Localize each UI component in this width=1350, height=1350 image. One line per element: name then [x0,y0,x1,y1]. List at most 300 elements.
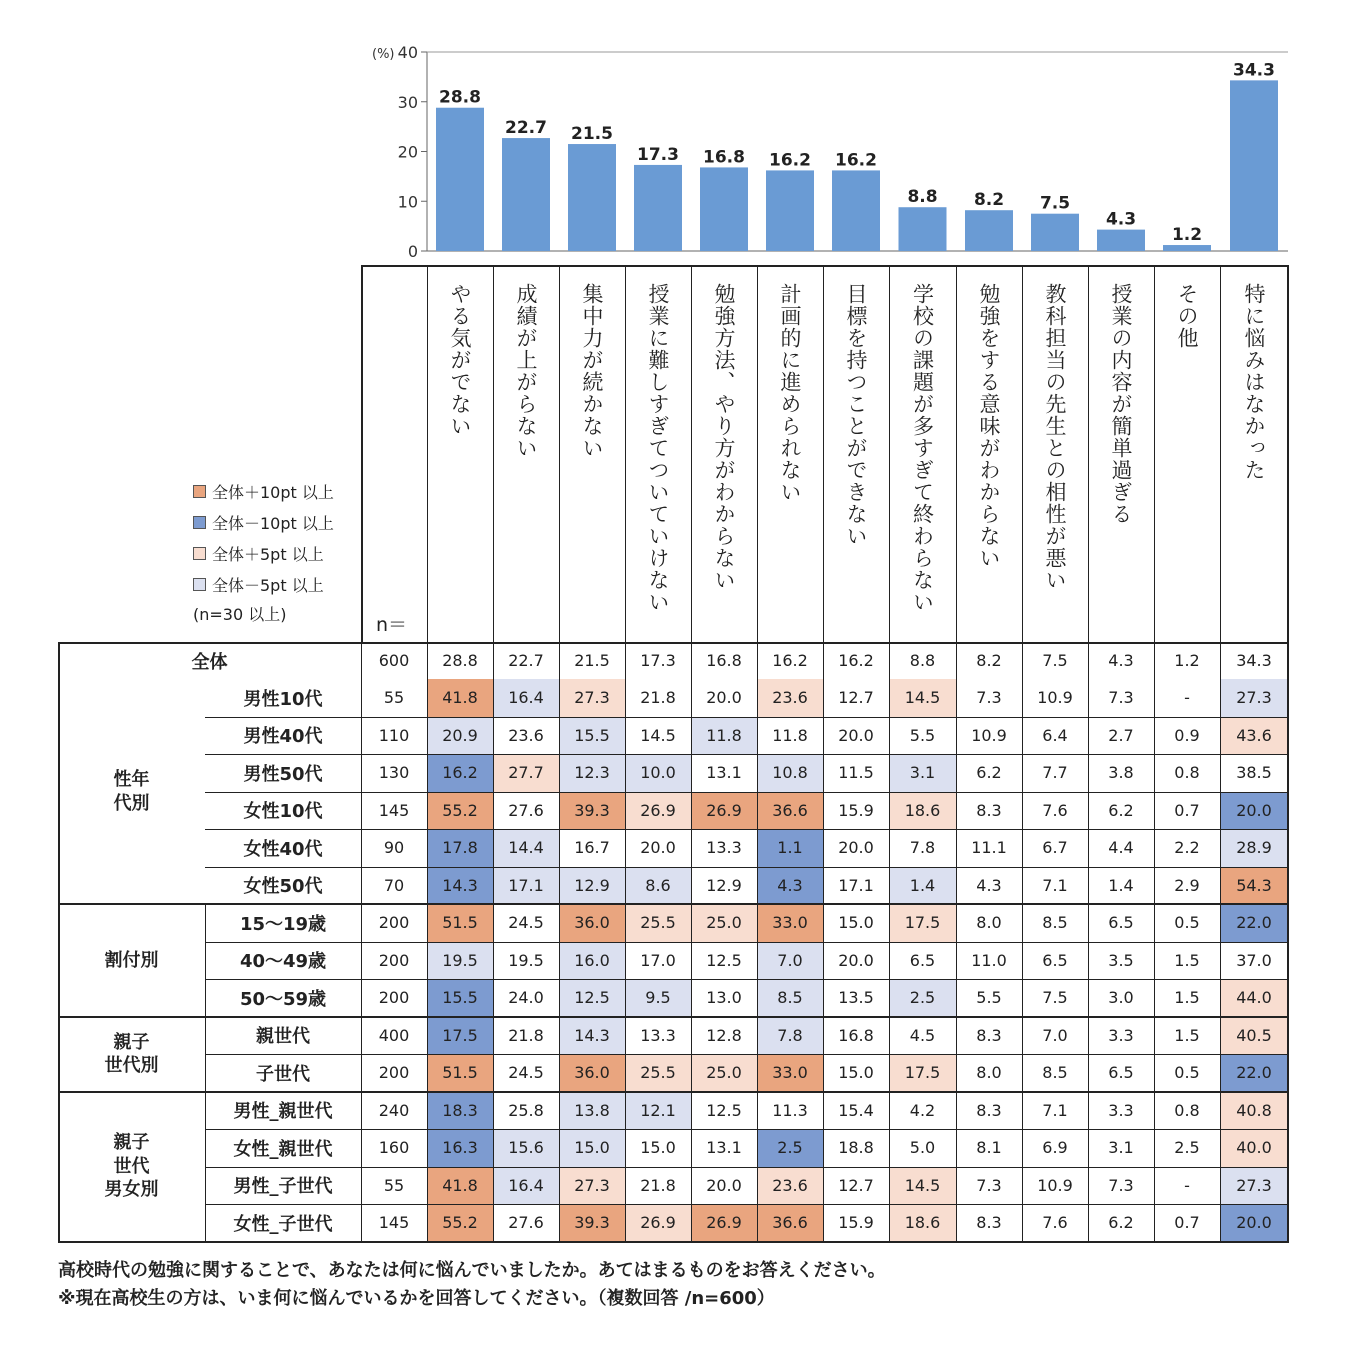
value-cell: 34.3 [1236,651,1272,670]
value-cell: 17.1 [838,875,874,895]
column-line [1288,642,1289,1242]
value-cell: 6.5 [1108,1063,1134,1083]
value-cell: 20.0 [838,725,874,745]
value-cell: 33.0 [757,1054,823,1092]
value-cell: 8.3 [976,1025,1002,1045]
header-column-line [493,265,494,642]
value-cell: 15.9 [838,1213,874,1233]
row-label: 男性_親世代 [233,1101,333,1123]
value-cell: 3.3 [1108,1100,1134,1120]
value-cell: 7.3 [1108,688,1134,708]
group-label: 性年 代別 [113,769,150,814]
value-cell: 12.1 [625,1092,691,1130]
group-separator [58,903,1289,905]
value-cell: 12.7 [838,688,874,708]
value-cell: 6.2 [1108,1213,1134,1233]
value-cell: 11.8 [772,725,808,745]
row-label: 女性40代 [243,838,323,860]
row-line [205,867,1288,868]
value-cell: 25.0 [691,904,757,942]
y-tick-label: 20 [397,142,418,162]
value-cell: 1.5 [1174,950,1200,970]
bar [700,167,748,251]
question-note: 高校時代の勉強に関することで、あなたは何に悩んでいましたか。あてはまるものをお答えください。 [58,1260,886,1281]
value-cell: 8.0 [976,913,1002,933]
n-cell: 240 [378,1100,410,1120]
value-cell: 12.3 [559,754,625,792]
bar [568,144,616,251]
value-cell: 39.3 [559,1204,625,1242]
row-label: 50〜59歳 [239,988,327,1010]
value-cell: 7.3 [976,688,1002,708]
value-cell: 28.8 [442,651,478,670]
value-cell: 8.3 [976,1213,1002,1233]
value-cell: 3.3 [1108,1025,1134,1045]
value-cell: 1.4 [1108,875,1134,895]
value-cell: 7.8 [757,1017,823,1055]
value-cell: 16.4 [493,1167,559,1205]
y-tick-label: 10 [397,192,418,212]
y-tick-label: 30 [397,92,418,112]
value-cell: 6.2 [976,763,1002,783]
bar [634,165,682,251]
n-cell: 200 [378,913,410,933]
value-cell: 14.3 [427,867,493,905]
header-column-line [1022,265,1023,642]
value-cell: 1.1 [757,829,823,867]
value-cell: 24.0 [508,988,544,1008]
legend-item [193,511,334,534]
value-cell: 15.0 [559,1129,625,1167]
legend-swatch [193,516,206,529]
value-cell: 8.5 [757,979,823,1017]
legend-item [193,573,324,596]
value-cell: 0.7 [1174,1213,1200,1233]
value-cell: 15.5 [559,717,625,755]
value-cell: 24.5 [508,1063,544,1083]
value-cell: 8.0 [976,1063,1002,1083]
value-cell: 5.5 [976,988,1002,1008]
value-cell: 7.5 [1042,651,1068,670]
header-column-line [427,265,428,642]
value-cell: 37.0 [1236,950,1272,970]
value-cell: 6.7 [1042,838,1068,858]
value-cell: 20.0 [706,1175,742,1195]
table-left-line [58,642,60,1242]
row-label: 女性10代 [243,801,323,823]
row-line [205,792,1288,793]
row-label: 15〜19歳 [239,913,327,935]
value-cell: 6.9 [1042,1138,1068,1158]
value-cell: 10.0 [625,754,691,792]
value-cell: 1.4 [889,867,956,905]
category-label: やる気がでない [448,283,472,437]
value-cell: 6.4 [1042,725,1068,745]
value-cell: 15.0 [640,1138,676,1158]
value-cell: 20.0 [706,688,742,708]
row-line [205,717,1288,718]
value-cell: 7.1 [1042,1100,1068,1120]
value-cell: 41.8 [427,1167,493,1205]
value-cell: 33.0 [757,904,823,942]
value-cell: 16.2 [772,651,808,670]
value-cell: 18.6 [889,792,956,830]
value-cell: 7.0 [757,942,823,980]
value-cell: 8.3 [976,1100,1002,1120]
value-cell: 11.1 [971,838,1007,858]
row-line [205,1204,1288,1205]
n-cell: 400 [378,1025,410,1045]
bar-value-label: 16.2 [769,150,811,171]
category-label: 集中力が続かない [580,283,604,459]
value-cell: 10.9 [1037,688,1073,708]
group-label: 親子 世代 男女別 [104,1132,159,1201]
bar-value-label: 17.3 [637,144,679,165]
value-cell: 23.6 [757,1167,823,1205]
value-cell: 51.5 [427,904,493,942]
value-cell: 7.5 [1042,988,1068,1008]
row-line [205,754,1288,755]
value-cell: 1.2 [1174,651,1200,670]
group-column-line [205,904,206,1242]
value-cell: 21.8 [508,1025,544,1045]
value-cell: 25.8 [508,1100,544,1120]
value-cell: 20.0 [1220,1204,1288,1242]
value-cell: 14.5 [640,725,676,745]
header-column-line [1220,265,1221,642]
n-cell: 200 [378,950,410,970]
header-column-line [823,265,824,642]
n-cell: 130 [378,763,410,783]
bar-value-label: 34.3 [1233,60,1275,81]
value-cell: 22.0 [1220,904,1288,942]
value-cell: 24.5 [508,913,544,933]
value-cell: 7.1 [1042,875,1068,895]
value-cell: 19.5 [427,942,493,980]
value-cell: 14.4 [493,829,559,867]
value-cell: 4.5 [909,1025,936,1045]
value-cell: 15.9 [838,800,874,820]
value-cell: 54.3 [1220,867,1288,905]
category-label: 勉強方法、やり方がわからない [712,283,736,591]
value-cell: 13.8 [559,1092,625,1130]
y-tick-label: 0 [407,242,418,261]
value-cell: 3.8 [1108,763,1134,783]
value-cell: 5.0 [909,1138,936,1158]
value-cell: 40.5 [1220,1017,1288,1055]
row-line [205,1167,1288,1168]
value-cell: - [1184,688,1190,708]
value-cell: 17.1 [493,867,559,905]
value-cell: 7.8 [909,838,936,858]
bar-value-label: 21.5 [571,124,613,145]
legend-label: 全体－5pt 以上 [212,576,324,595]
value-cell: 40.0 [1220,1129,1288,1167]
value-cell: 36.0 [559,904,625,942]
table-bottom-line [58,1241,1289,1243]
bar-value-label: 4.3 [1105,209,1137,230]
value-cell: 8.2 [976,651,1002,670]
value-cell: 13.1 [706,1138,742,1158]
bar-value-label: 7.5 [1039,193,1071,214]
category-label: その他 [1175,283,1199,349]
value-cell: 1.5 [1174,1025,1200,1045]
group-label: 割付別 [104,949,159,971]
category-label: 学校の課題が多すぎて終わらない [910,283,935,613]
value-cell: 0.5 [1174,1063,1200,1083]
value-cell: 8.8 [909,651,936,670]
value-cell: 10.9 [1037,1175,1073,1195]
value-cell: 7.6 [1042,1213,1068,1233]
value-cell: 11.0 [971,950,1007,970]
category-label: 目標を持つことができない [844,283,868,547]
value-cell: 27.6 [508,800,544,820]
value-cell: 11.5 [838,763,874,783]
bar-value-label: 22.7 [505,118,547,139]
value-cell: 15.4 [838,1100,874,1120]
n-cell: 110 [378,725,410,745]
bar [766,170,814,251]
value-cell: 20.0 [838,950,874,970]
value-cell: 15.0 [838,913,874,933]
n-cell: 160 [378,1138,410,1158]
value-cell: 4.3 [976,875,1002,895]
header-column-line [691,265,692,642]
value-cell: 7.7 [1042,763,1068,783]
value-cell: 6.5 [1108,913,1134,933]
value-cell: 23.6 [508,725,544,745]
value-cell: 12.5 [559,979,625,1017]
value-cell: 13.5 [838,988,874,1008]
value-cell: 27.3 [559,1167,625,1205]
row-label-total: 全体 [191,651,228,673]
value-cell: 12.5 [706,950,742,970]
value-cell: 7.0 [1042,1025,1068,1045]
value-cell: 7.6 [1042,800,1068,820]
value-cell: 19.5 [508,950,544,970]
row-label: 男性50代 [243,763,323,785]
value-cell: 25.5 [625,904,691,942]
value-cell: 13.0 [706,988,742,1008]
value-cell: 10.8 [757,754,823,792]
header-top-line [361,265,1289,267]
bar [1230,80,1278,251]
value-cell: 3.1 [1108,1138,1134,1158]
row-label: 男性40代 [243,726,323,748]
legend-item [193,542,324,565]
value-cell: 43.6 [1220,717,1288,755]
row-line [205,1054,1288,1055]
value-cell: 26.9 [625,792,691,830]
value-cell: 4.2 [909,1100,936,1120]
value-cell: 25.5 [625,1054,691,1092]
respondent-note: ※現在高校生の方は、いま何に悩んでいるかを回答してください。（複数回答 /n=600） [58,1288,775,1309]
value-cell: 15.0 [838,1063,874,1083]
legend-note: (n=30 以上) [193,605,287,624]
bar-value-label: 8.8 [907,187,938,208]
n-cell: 200 [378,1063,410,1083]
value-cell: 8.3 [976,800,1002,820]
legend-item [193,480,334,503]
value-cell: 15.6 [493,1129,559,1167]
value-cell: 12.9 [706,875,742,895]
table-top-line [58,642,1289,644]
value-cell: 17.5 [889,904,956,942]
value-cell: 41.8 [427,679,493,717]
value-cell: 6.5 [909,950,936,970]
header-column-line [889,265,890,642]
value-cell: 20.0 [838,838,874,858]
value-cell: 17.5 [427,1017,493,1055]
value-cell: 0.7 [1174,800,1200,820]
value-cell: 20.9 [427,717,493,755]
bar [1031,214,1079,251]
value-cell: 6.2 [1108,800,1134,820]
header-column-line [1154,265,1155,642]
bar-chart [0,0,1350,265]
n-cell: 55 [383,688,405,708]
category-label: 教科担当の先生との相性が悪い [1043,283,1067,591]
category-label: 計画的に進められない [778,283,802,503]
bar-value-label: 16.8 [703,147,745,168]
value-cell: 18.3 [427,1092,493,1130]
group-separator [58,1016,1289,1018]
value-cell: 2.9 [1174,875,1200,895]
value-cell: 26.9 [691,1204,757,1242]
value-cell: 0.8 [1174,763,1200,783]
value-cell: 27.3 [1220,679,1288,717]
group-label: 親子 世代別 [104,1031,159,1076]
bar [899,207,947,251]
row-line [205,979,1288,980]
row-label: 男性_子世代 [233,1176,333,1198]
bar [965,210,1013,251]
header-column-line [625,265,626,642]
legend-label: 全体＋5pt 以上 [212,545,324,564]
value-cell: 7.3 [1108,1175,1134,1195]
header-column-line [757,265,758,642]
value-cell: 8.5 [1042,1063,1068,1083]
value-cell: 36.6 [757,1204,823,1242]
value-cell: 3.1 [889,754,956,792]
bar [832,170,880,251]
value-cell: 27.3 [1220,1167,1288,1205]
value-cell: 6.5 [1042,950,1068,970]
value-cell: 3.5 [1108,950,1134,970]
value-cell: 13.3 [640,1025,676,1045]
value-cell: 12.7 [838,1175,874,1195]
value-cell: 5.5 [909,725,936,745]
row-label: 子世代 [256,1063,310,1085]
value-cell: 2.5 [889,979,956,1017]
y-tick-label: 40 [397,43,418,62]
value-cell: 26.9 [691,792,757,830]
value-cell: 14.3 [559,1017,625,1055]
value-cell: 12.5 [706,1100,742,1120]
value-cell: 36.0 [559,1054,625,1092]
value-cell: 23.6 [757,679,823,717]
n-cell: 90 [383,838,405,858]
value-cell: 16.2 [427,754,493,792]
value-cell: 2.2 [1174,838,1200,858]
value-cell: 16.8 [838,1025,874,1045]
legend-swatch [193,578,206,591]
value-cell: 16.8 [706,651,742,670]
value-cell: 13.1 [706,763,742,783]
value-cell: 4.3 [1108,651,1134,670]
legend-label: 全体＋10pt 以上 [212,483,334,502]
value-cell: 51.5 [427,1054,493,1092]
value-cell: 40.8 [1220,1092,1288,1130]
value-cell: 1.5 [1174,988,1200,1008]
header-column-line [1088,265,1089,642]
n-cell: 145 [378,800,410,820]
bar [1163,245,1211,251]
row-label: 親世代 [256,1026,310,1048]
value-cell: 10.9 [971,725,1007,745]
value-cell: 38.5 [1236,763,1272,783]
value-cell: 18.6 [889,1204,956,1242]
value-cell: 22.7 [508,651,544,670]
value-cell: 16.2 [838,651,874,670]
value-cell: 16.4 [493,679,559,717]
y-unit-label: (%) [372,47,395,62]
row-line [205,942,1288,943]
value-cell: 55.2 [427,1204,493,1242]
value-cell: 17.5 [889,1054,956,1092]
value-cell: 11.8 [691,717,757,755]
row-label: 女性_子世代 [233,1213,333,1235]
value-cell: 2.7 [1108,725,1134,745]
value-cell: 39.3 [559,792,625,830]
category-label: 授業の内容が簡単過ぎる [1109,283,1133,525]
value-cell: 55.2 [427,792,493,830]
value-cell: 18.8 [838,1138,874,1158]
group-separator [58,1091,1289,1093]
row-line [205,1129,1288,1130]
value-cell: 17.8 [427,829,493,867]
legend-label: 全体－10pt 以上 [212,514,334,533]
value-cell: 8.5 [1042,913,1068,933]
value-cell: 9.5 [625,979,691,1017]
value-cell: 12.9 [559,867,625,905]
bar [1097,230,1145,251]
value-cell: 25.0 [691,1054,757,1092]
bar [502,138,550,251]
value-cell: 26.9 [625,1204,691,1242]
value-cell: 0.5 [1174,913,1200,933]
value-cell: 27.6 [508,1213,544,1233]
bar [436,108,484,251]
bar-value-label: 28.8 [439,87,481,108]
value-cell: 17.3 [640,651,676,670]
value-cell: 28.9 [1220,829,1288,867]
bar-value-label: 1.2 [1171,225,1203,246]
n-cell: 55 [383,1175,405,1195]
category-label: 成績が上がらない [514,283,538,459]
value-cell: 14.5 [889,1167,956,1205]
value-cell: 7.3 [976,1175,1002,1195]
value-cell: 4.4 [1108,838,1134,858]
header-left-line [361,265,363,642]
bar-value-label: 8.2 [973,190,1005,211]
value-cell: 27.3 [559,679,625,717]
value-cell: 4.3 [757,867,823,905]
category-label: 特に悩みはなかった [1242,283,1266,481]
value-cell: 3.0 [1108,988,1134,1008]
row-line [205,829,1288,830]
legend-swatch [193,485,206,498]
